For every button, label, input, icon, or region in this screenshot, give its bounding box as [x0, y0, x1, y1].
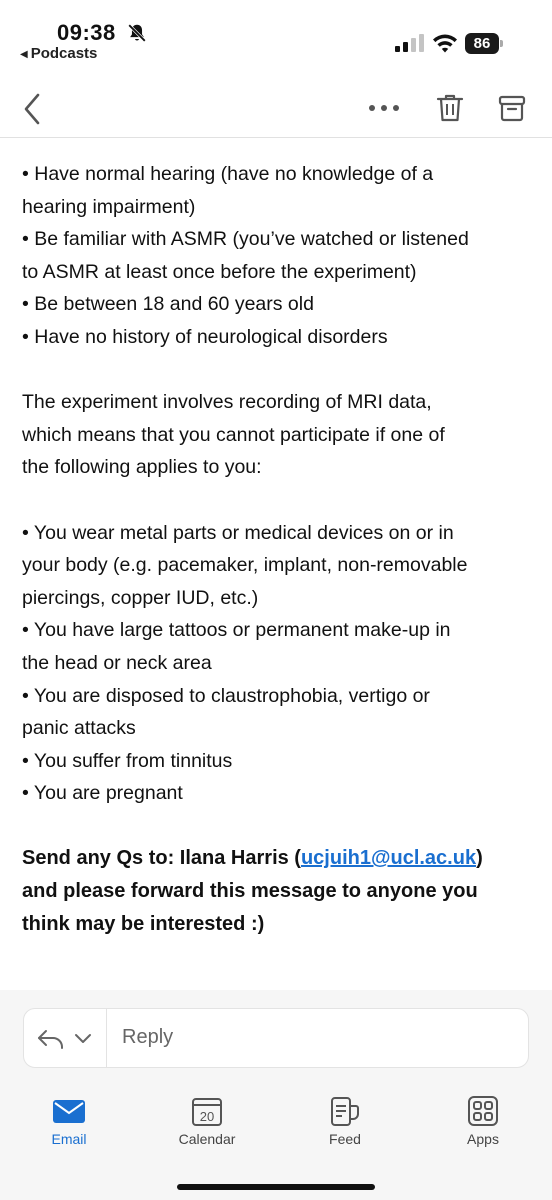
list-item: • You are disposed to claustrophobia, vertigo or	[22, 684, 430, 707]
list-item: • Be familiar with ASMR (you’ve watched or listened	[22, 228, 469, 251]
list-item: • You are pregnant	[22, 782, 183, 805]
archive-icon[interactable]	[496, 92, 528, 124]
list-item: piercings, copper IUD, etc.)	[22, 586, 259, 609]
more-options-icon[interactable]	[366, 95, 402, 121]
mri-intro-paragraph	[22, 386, 534, 484]
status-time: 09:38	[57, 20, 116, 45]
reply-placeholder: Reply	[122, 1026, 174, 1048]
silenced-bell-icon	[126, 22, 148, 44]
reply-bar	[0, 990, 552, 1086]
requirements-list	[22, 158, 534, 354]
list-item: • You have large tattoos or permanent make-up in	[22, 619, 451, 642]
battery-indicator	[465, 33, 505, 54]
list-item: • Be between 18 and 60 years old	[22, 293, 314, 316]
battery-level: 86	[465, 33, 499, 54]
tab-label: Calendar	[178, 1131, 236, 1147]
bottom-tab-bar	[0, 1086, 552, 1200]
wifi-icon	[432, 32, 458, 54]
back-chevron-icon[interactable]	[20, 92, 46, 126]
reply-divider	[106, 1009, 107, 1067]
contact-prefix: Send any Qs to: Ilana Harris (	[22, 847, 301, 870]
reply-arrow-dropdown-icon[interactable]	[34, 1023, 110, 1055]
list-item: the head or neck area	[22, 651, 212, 674]
tab-email[interactable]	[14, 1096, 124, 1166]
calendar-icon	[190, 1096, 224, 1126]
paragraph-line: The experiment involves recording of MRI data,	[22, 391, 432, 414]
tab-label: Email	[51, 1131, 87, 1147]
battery-nub	[500, 40, 503, 47]
back-triangle-icon: ◀	[20, 49, 28, 60]
back-to-app-link[interactable]: ◀ Podcasts	[20, 45, 98, 62]
contact-line: think may be interested :)	[22, 912, 265, 935]
reply-input[interactable]	[23, 1008, 529, 1068]
apps-icon	[466, 1096, 500, 1126]
paragraph-line: the following applies to you:	[22, 456, 262, 479]
list-item: • You suffer from tinnitus	[22, 749, 233, 772]
exclusion-list	[22, 517, 534, 810]
status-bar	[0, 0, 552, 70]
trash-icon[interactable]	[434, 92, 466, 124]
email-address-link[interactable]: ucjuih1@ucl.ac.uk	[300, 847, 477, 870]
home-indicator[interactable]	[177, 1184, 375, 1190]
tab-label: Apps	[467, 1131, 499, 1147]
list-item: • You wear metal parts or medical devices on or in	[22, 521, 454, 544]
email-body	[22, 158, 534, 973]
message-toolbar	[0, 80, 552, 138]
calendar-date: 20	[199, 1109, 215, 1124]
list-item: to ASMR at least once before the experiment)	[22, 260, 417, 283]
list-item: • Have no history of neurological disorders	[22, 325, 388, 348]
tab-calendar[interactable]	[152, 1096, 262, 1166]
tab-feed[interactable]	[290, 1096, 400, 1166]
contact-line: and please forward this message to anyone you	[22, 880, 478, 903]
list-item: hearing impairment)	[22, 195, 196, 218]
list-item: your body (e.g. pacemaker, implant, non-removable	[22, 554, 468, 577]
cellular-signal-icon	[395, 34, 425, 52]
paragraph-line: which means that you cannot participate if one of	[22, 423, 445, 446]
tab-label: Feed	[329, 1131, 361, 1147]
envelope-icon	[52, 1096, 86, 1126]
tab-apps[interactable]	[428, 1096, 538, 1166]
contact-line	[22, 842, 534, 875]
contact-paragraph	[22, 842, 534, 940]
list-item: • Have normal hearing (have no knowledge of a	[22, 163, 434, 185]
list-item: panic attacks	[22, 717, 136, 740]
feed-icon	[328, 1096, 362, 1126]
contact-suffix: )	[476, 847, 483, 870]
